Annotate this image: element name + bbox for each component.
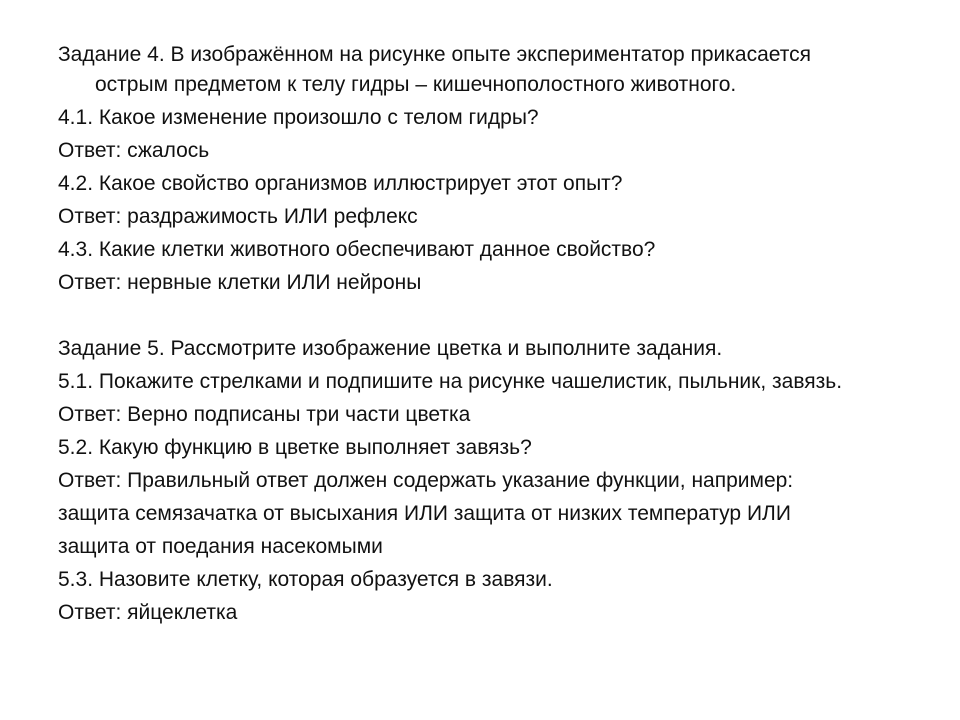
task4-answer-1: Ответ: сжалось: [58, 139, 210, 162]
task4-heading: Задание 4. В изображённом на рисунке опыте экспериментатор прикасается острым предметом к телу гидры – кишечнополостного животного.: [58, 43, 811, 96]
task4-question-1: 4.1. Какое изменение произошло с телом гидры?: [58, 106, 539, 129]
task4-answer-3: Ответ: нервные клетки ИЛИ нейроны: [58, 271, 422, 294]
task4-answer-2: Ответ: раздражимость ИЛИ рефлекс: [58, 205, 418, 228]
task5-answer-2-line-1: Ответ: Правильный ответ должен содержать указание функции, например:: [58, 469, 794, 492]
task5-question-3: 5.3. Назовите клетку, которая образуется в завязи.: [58, 568, 553, 591]
task5-heading: Задание 5. Рассмотрите изображение цветка и выполните задания.: [58, 337, 723, 360]
task5-answer-3: Ответ: яйцеклетка: [58, 601, 238, 624]
task5-question-1: 5.1. Покажите стрелками и подпишите на рисунке чашелистик, пыльник, завязь.: [58, 370, 843, 393]
task5-answer-1: Ответ: Верно подписаны три части цветка: [58, 403, 471, 426]
task4-question-2: 4.2. Какое свойство организмов иллюстрирует этот опыт?: [58, 172, 623, 195]
task5-answer-2-line-2: защита семязачатка от высыхания ИЛИ защита от низких температур ИЛИ: [58, 502, 791, 525]
task5-question-2: 5.2. Какую функцию в цветке выполняет завязь?: [58, 436, 532, 459]
task4-question-3: 4.3. Какие клетки животного обеспечивают данное свойство?: [58, 238, 656, 261]
slide-content: [58, 40, 918, 628]
task5-answer-2-line-3: защита от поедания насекомыми: [58, 535, 383, 558]
